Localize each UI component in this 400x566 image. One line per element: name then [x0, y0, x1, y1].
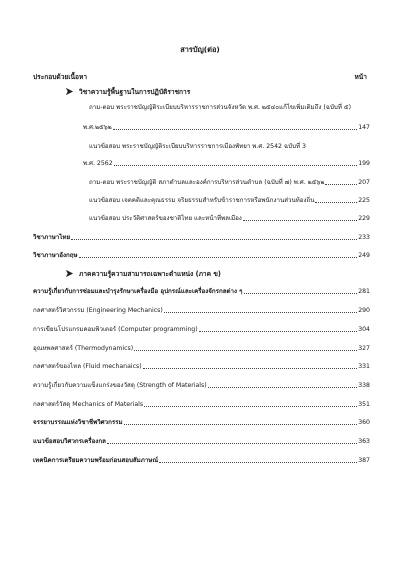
toc-entry-text: อุณหพลศาสตร์ (Thermodynamics) [33, 345, 134, 352]
toc-entry-thai[interactable] [33, 234, 370, 241]
dot-leader [164, 312, 357, 313]
toc-entry-text: การเขียนโปรแกรมคอมพิวเตอร์ (Computer programming) [33, 326, 198, 333]
toc-page-number: 225 [358, 197, 370, 204]
toc-entry-text: จรรยาบรรณแห่งวิชาชีพวิศวกรรม [33, 419, 123, 426]
section-heading-specific-knowledge [65, 268, 221, 279]
toc-page-number: 351 [358, 401, 370, 408]
toc-entry-text: วิชาภาษาไทย [33, 234, 71, 241]
dot-leader [124, 424, 358, 425]
toc-page-number: 338 [358, 382, 370, 389]
arrow-bullet-icon [65, 87, 74, 96]
page-column-header: หน้า [354, 73, 367, 81]
toc-entry-text: กลศาสตร์ของไหล (Fluid mechanaics) [33, 363, 142, 370]
toc-entry-text: กลศาสตร์วิศวกรรม (Engineering Mechanics) [33, 307, 163, 314]
toc-entry-text: แนวข้อสอบ ประวัติศาสตร์ของชาติไทย และหน้าที่พลเมือง [89, 215, 242, 222]
toc-page-number: 327 [358, 345, 370, 352]
toc-entry[interactable] [33, 382, 370, 389]
section-heading-label: ภาคความรู้ความสามารถเฉพาะตำแหน่ง (ภาค ข) [79, 270, 221, 278]
toc-page-number: 229 [358, 215, 370, 222]
toc-entry[interactable] [33, 363, 370, 370]
dot-leader [199, 331, 358, 332]
toc-entry-text: เทคนิคการเตรียมความพร้อมก่อนสอบสัมภาษณ์ [33, 457, 159, 464]
toc-entry-text: พ.ศ.๒๕๖๒ [83, 124, 112, 131]
toc-page-number: 363 [358, 438, 370, 445]
toc-entry[interactable] [83, 124, 370, 131]
toc-entry-text: แนวข้อสอบ เจตคติและคุณธรรม จริยธรรมสำหรับข้าราชการหรือพนักงานส่วนท้องถิ่น [89, 197, 315, 204]
section-heading-basic-knowledge [65, 86, 190, 97]
dot-leader [208, 387, 358, 388]
toc-entry-text: ความรู้เกี่ยวกับการซ่อมและบำรุงรักษาเครื่องมือ อุปกรณ์และเครื่องจักรกลต่าง ๆ [33, 288, 243, 295]
toc-entry[interactable] [89, 179, 370, 186]
toc-page-number: 207 [358, 179, 370, 186]
dot-leader [244, 293, 358, 294]
toc-page-number: 281 [358, 288, 370, 295]
toc-page-number: 304 [358, 326, 370, 333]
content-column-header: ประกอบด้วยเนื้อหา [33, 73, 88, 81]
toc-entry[interactable] [33, 419, 370, 426]
dot-leader [134, 350, 357, 351]
toc-page-number: 233 [358, 234, 370, 241]
toc-entry-text: ถาม-ตอบ พระราชบัญญัติ สภาตำบลและองค์การบริหารส่วนตำบล (ฉบับที่ ๗) พ.ศ. ๒๕๖๒ [89, 179, 325, 186]
page-title: สารบัญ(ต่อ) [180, 45, 220, 54]
toc-entry[interactable] [33, 401, 370, 408]
toc-entry-text: พ.ศ. 2562 [83, 160, 113, 167]
dot-leader [315, 202, 357, 203]
arrow-bullet-icon [65, 269, 74, 278]
toc-entry-text: แนวข้อสอบวิศวกรเครื่องกล [33, 438, 106, 445]
dot-leader [325, 184, 357, 185]
toc-entry-text: วิชาภาษาอังกฤษ [33, 252, 78, 259]
dot-leader [113, 129, 357, 130]
toc-entry[interactable] [33, 326, 370, 333]
toc-page-number: 147 [358, 124, 370, 131]
dot-leader [114, 165, 358, 166]
toc-entry[interactable] [83, 160, 370, 167]
dot-leader [143, 368, 358, 369]
dot-leader [107, 443, 357, 444]
toc-page-number: 249 [358, 252, 370, 259]
toc-entry[interactable] [33, 345, 370, 352]
toc-entry[interactable] [33, 438, 370, 445]
toc-page-number: 331 [358, 363, 370, 370]
section-heading-label: วิชาความรู้พื้นฐานในการปฏิบัติราชการ [79, 88, 191, 96]
toc-page-number: 199 [358, 160, 370, 167]
toc-entry[interactable] [89, 197, 370, 204]
toc-entry[interactable] [89, 215, 370, 222]
toc-entry-text: ความรู้เกี่ยวกับความแข็งแกร่งของวัสดุ (Strength of Materials) [33, 382, 207, 389]
toc-entry-text: กลศาสตร์วัสดุ Mechanics of Materials [33, 401, 144, 408]
toc-entry[interactable] [33, 457, 370, 464]
dot-leader [159, 462, 357, 463]
toc-entry-text: ถาม-ตอบ พระราชบัญญัติระเบียบบริหารราชการส่วนจังหวัด พ.ศ. ๒๕๔๐แก้ไขเพิ่มเติมถึง (ฉบับที่ ๕) [89, 104, 351, 111]
toc-page-number: 290 [358, 307, 370, 314]
toc-entry-text: แนวข้อสอบ พระราชบัญญัติระเบียบบริหารราชการเมืองพัทยา พ.ศ. 2542 ฉบับที่ 3 [89, 143, 306, 150]
dot-leader [243, 220, 357, 221]
dot-leader [79, 257, 358, 258]
toc-page-number: 360 [358, 419, 370, 426]
toc-entry[interactable] [33, 288, 370, 295]
toc-entry[interactable] [33, 307, 370, 314]
dot-leader [71, 239, 357, 240]
toc-page-number: 387 [358, 457, 370, 464]
dot-leader [144, 406, 357, 407]
toc-entry-english[interactable] [33, 252, 370, 259]
